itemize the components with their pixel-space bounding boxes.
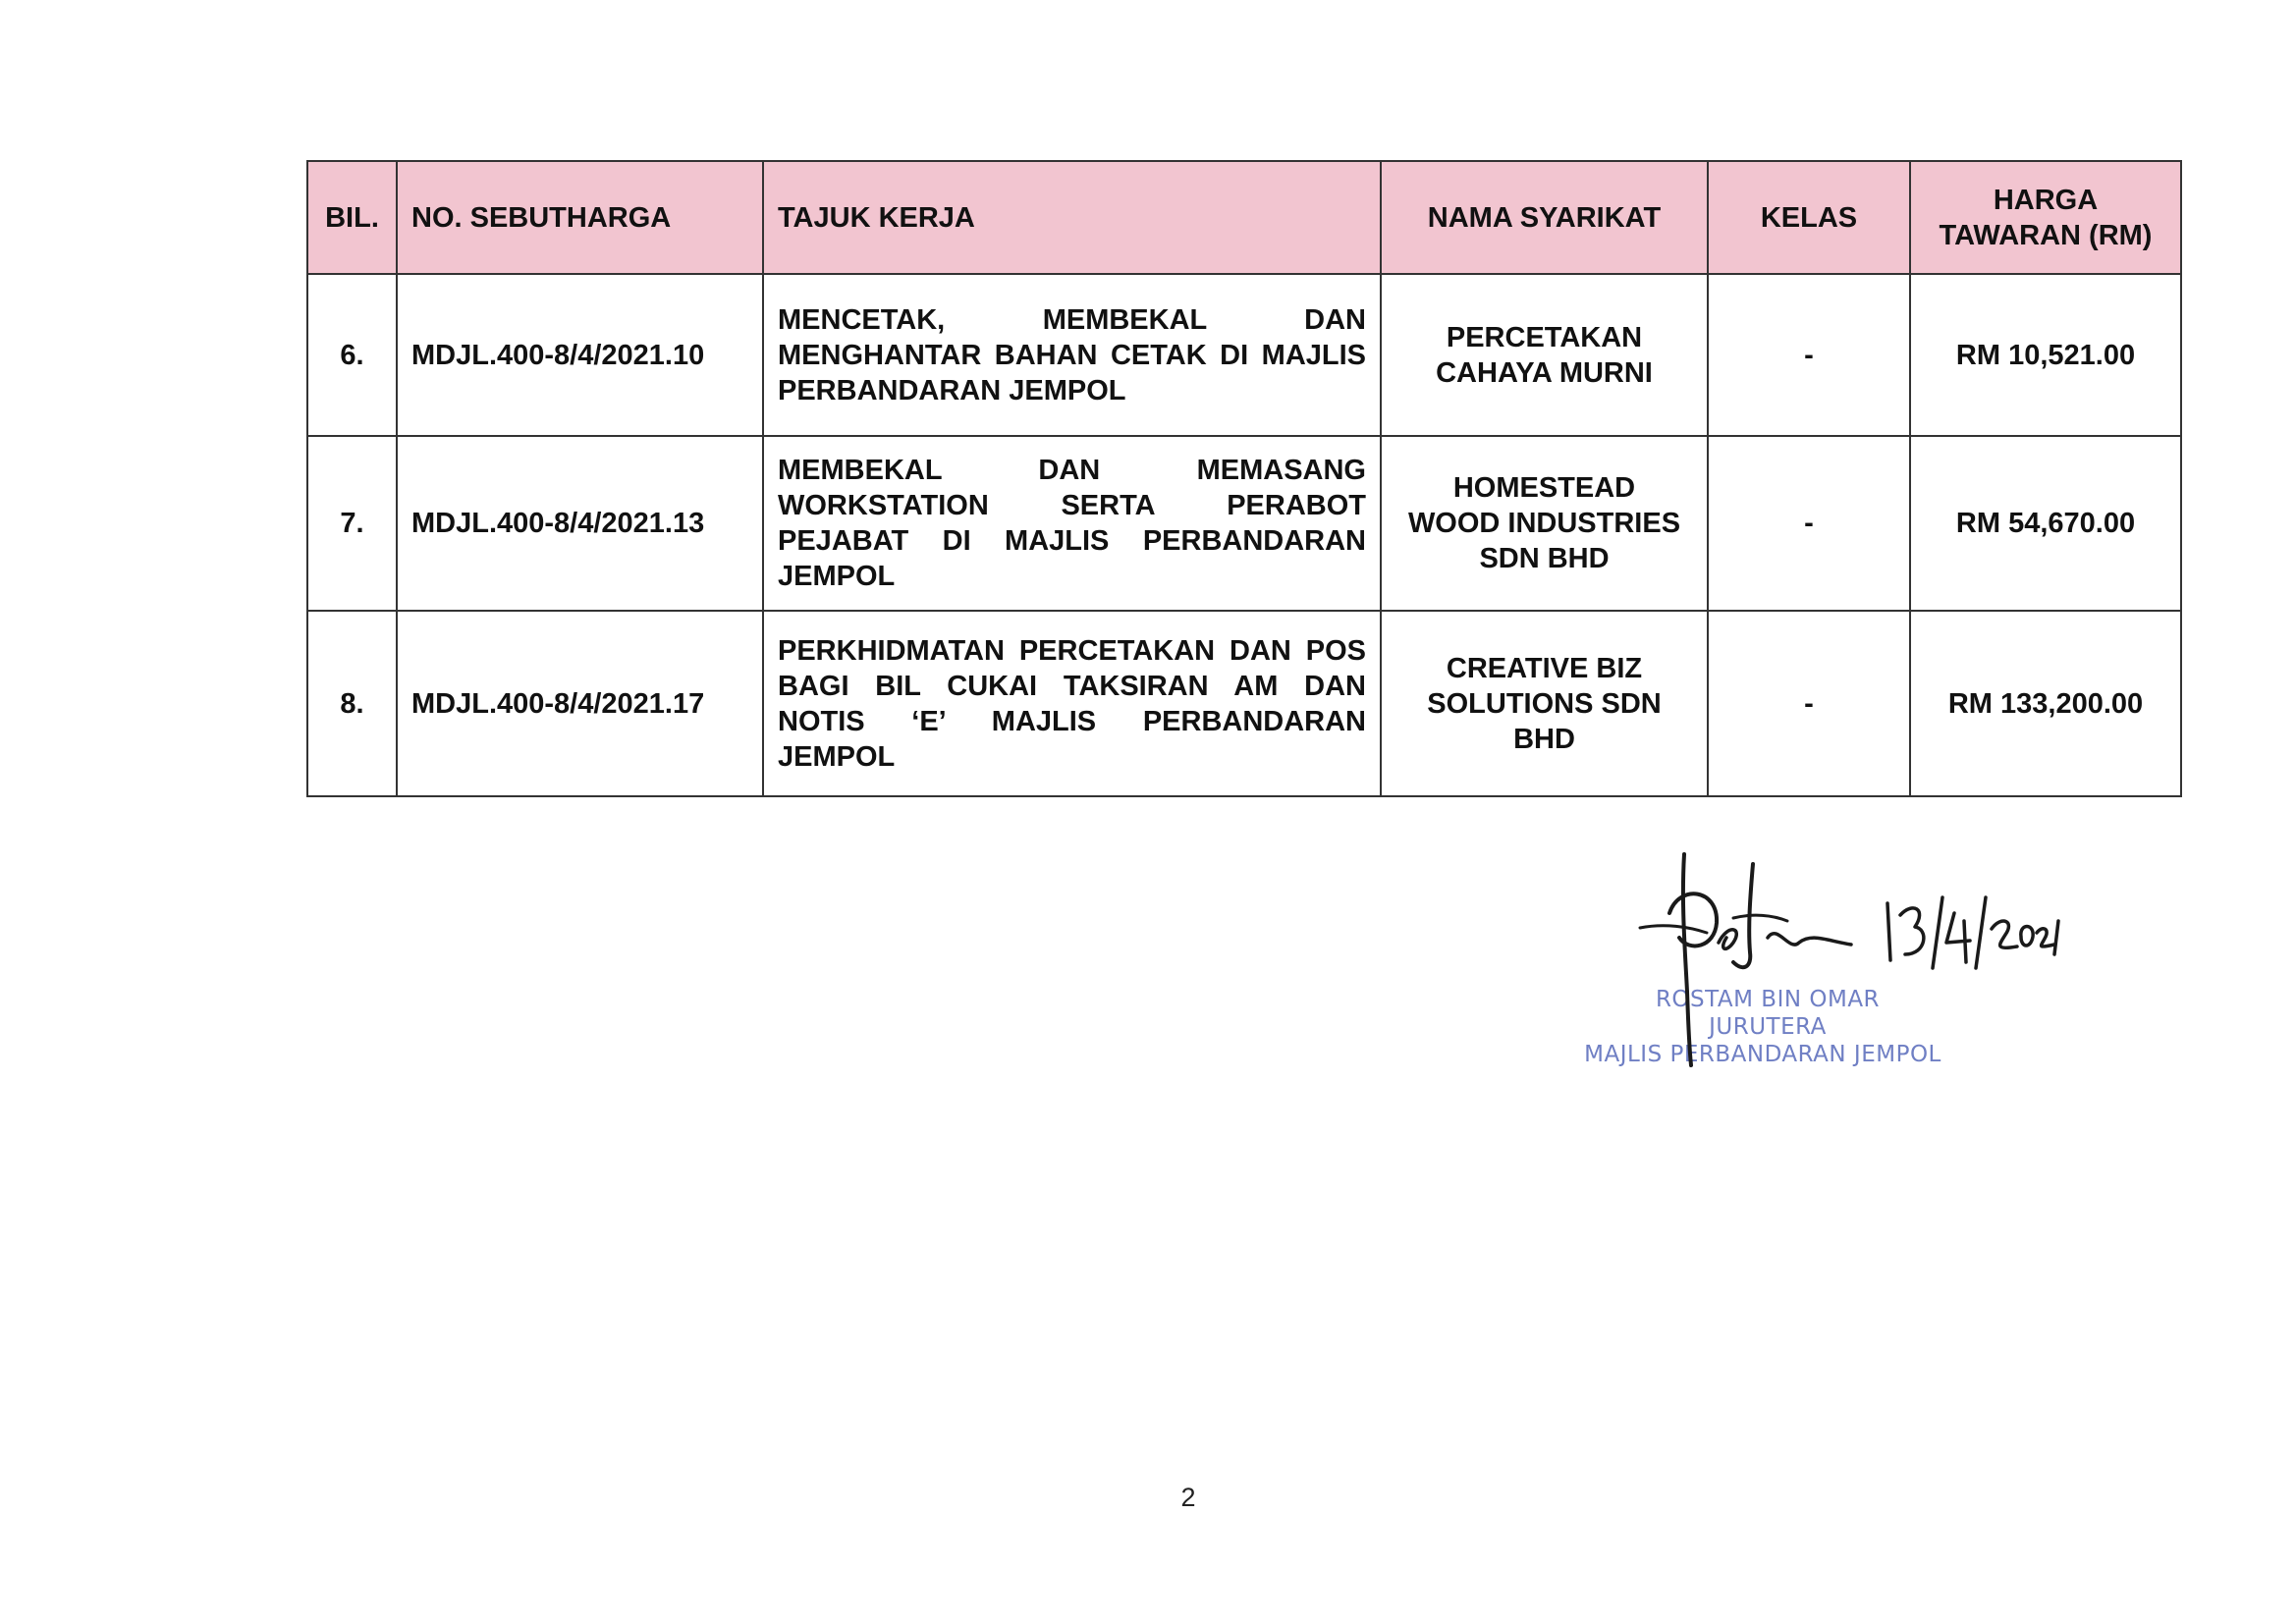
stamp-officer-name: ROSTAM BIN OMAR bbox=[1655, 987, 1881, 1012]
company-name-line: PERCETAKAN bbox=[1446, 321, 1643, 353]
cell-harga-tawaran: RM 10,521.00 bbox=[1910, 274, 2181, 436]
table-row bbox=[307, 436, 2181, 611]
quotation-results-table bbox=[306, 160, 2182, 797]
header-nama-syarikat: NAMA SYARIKAT bbox=[1381, 161, 1708, 274]
cell-no-sebutharga: MDJL.400-8/4/2021.10 bbox=[397, 274, 763, 436]
cell-bil: 7. bbox=[307, 436, 397, 611]
cell-no-sebutharga: MDJL.400-8/4/2021.17 bbox=[397, 611, 763, 796]
company-name-line: WOOD INDUSTRIES bbox=[1407, 508, 1681, 539]
header-harga-line2: TAWARAN (RM) bbox=[1939, 219, 2153, 251]
company-name-line: CREATIVE BIZ bbox=[1446, 652, 1643, 684]
cell-nama-syarikat bbox=[1381, 611, 1708, 796]
company-name-line: SOLUTIONS SDN bbox=[1427, 687, 1662, 720]
header-harga-tawaran bbox=[1910, 161, 2181, 274]
header-bil: BIL. bbox=[307, 161, 397, 274]
header-tajuk-kerja: TAJUK KERJA bbox=[763, 161, 1381, 274]
cell-nama-syarikat bbox=[1381, 274, 1708, 436]
header-no-sebutharga: NO. SEBUTHARGA bbox=[397, 161, 763, 274]
table-row bbox=[307, 611, 2181, 796]
company-name-line: CAHAYA MURNI bbox=[1436, 356, 1653, 389]
table-row bbox=[307, 274, 2181, 436]
header-kelas: KELAS bbox=[1708, 161, 1910, 274]
header-harga-line1: HARGA bbox=[1993, 184, 2099, 216]
cell-bil: 8. bbox=[307, 611, 397, 796]
handwritten-signature bbox=[1532, 844, 2062, 1080]
cell-kelas: - bbox=[1708, 436, 1910, 611]
company-name-line: SDN BHD bbox=[1479, 543, 1610, 574]
cell-kelas: - bbox=[1708, 611, 1910, 796]
stamp-organization: MAJLIS PERBANDARAN JEMPOL bbox=[1584, 1042, 1941, 1067]
table-header-row bbox=[307, 161, 2181, 274]
handwritten-date bbox=[1887, 897, 2058, 968]
cell-harga-tawaran: RM 133,200.00 bbox=[1910, 611, 2181, 796]
cell-no-sebutharga: MDJL.400-8/4/2021.13 bbox=[397, 436, 763, 611]
cell-harga-tawaran: RM 54,670.00 bbox=[1910, 436, 2181, 611]
cell-bil: 6. bbox=[307, 274, 397, 436]
cell-tajuk-kerja: PERKHIDMATAN PERCETAKAN DAN POS BAGI BIL CUKAI TAKSIRAN AM DAN NOTIS ‘E’ MAJLIS PERBANDARAN JEMPOL bbox=[763, 611, 1381, 796]
cell-kelas: - bbox=[1708, 274, 1910, 436]
company-name-line: BHD bbox=[1513, 723, 1575, 755]
cell-tajuk-kerja: MENCETAK, MEMBEKAL DAN MENGHANTAR BAHAN CETAK DI MAJLIS PERBANDARAN JEMPOL bbox=[763, 274, 1381, 436]
cell-nama-syarikat bbox=[1381, 436, 1708, 611]
stamp-officer-title: JURUTERA bbox=[1709, 1014, 1827, 1040]
signature-block bbox=[1532, 844, 2062, 1080]
cell-tajuk-kerja: MEMBEKAL DAN MEMASANG WORKSTATION SERTA PERABOT PEJABAT DI MAJLIS PERBANDARAN JEMPOL bbox=[763, 436, 1381, 611]
company-name-line: HOMESTEAD bbox=[1452, 472, 1636, 504]
page-number: 2 bbox=[1180, 1483, 1196, 1512]
